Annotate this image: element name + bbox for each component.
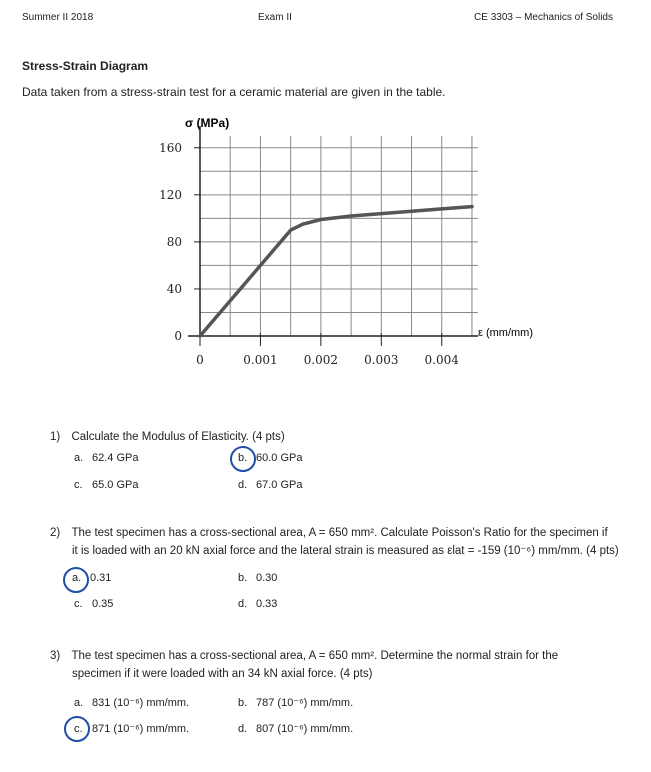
q3-option-d[interactable] [238, 722, 353, 735]
section-title: Stress-Strain Diagram [22, 59, 149, 73]
y-tick-label: 80 [166, 234, 182, 249]
q1-option-c-letter: c. [74, 479, 83, 491]
x-tick-label: 0.003 [364, 353, 399, 367]
question-2-line1: The test specimen has a cross-sectional area, A = 650 mm². Calculate Poisson's Ratio for the specimen if [71, 527, 608, 539]
q2-option-d-letter: d. [238, 598, 248, 610]
x-tick-label: 0.004 [424, 353, 459, 367]
header-course-term: Summer II 2018 [22, 12, 94, 23]
q2-option-d[interactable] [238, 598, 277, 610]
y-tick-label: 160 [159, 140, 182, 155]
q2-option-b-text: 0.30 [256, 572, 278, 584]
y-tick-label: 40 [166, 281, 182, 296]
q2-selected-circle [63, 567, 89, 593]
x-tick-label: 0 [196, 353, 204, 367]
q2-option-d-text: 0.33 [256, 598, 278, 610]
q3-option-b-letter: b. [238, 697, 248, 709]
x-axis-label: ε (mm/mm) [478, 327, 533, 339]
x-tick-label: 0.001 [243, 353, 278, 367]
q3-selected-circle [64, 716, 90, 742]
q3-option-a-text: 831 (10⁻⁶) mm/mm. [92, 697, 190, 709]
question-3-line1: The test specimen has a cross-sectional area, A = 650 mm². Determine the normal strain for the [71, 650, 559, 662]
q1-option-a[interactable] [74, 452, 138, 464]
q3-option-d-letter: d. [238, 723, 248, 735]
question-1-number: 1) [50, 431, 61, 443]
y-axis-label: σ (MPa) [185, 116, 230, 130]
intro-text: Data taken from a stress-strain test for a ceramic material are given in the table. [22, 85, 446, 99]
stress-strain-chart [0, 100, 651, 380]
y-tick-label: 120 [159, 187, 182, 202]
q1-option-b-letter: b. [238, 452, 248, 464]
q3-option-b[interactable] [238, 696, 353, 709]
q3-option-a-letter: a. [74, 697, 84, 709]
question-1 [50, 429, 285, 446]
q2-option-b-letter: b. [238, 572, 248, 584]
q1-option-d[interactable] [238, 479, 302, 491]
q3-option-c-text: 871 (10⁻⁶) mm/mm. [92, 723, 190, 735]
q2-option-c[interactable] [74, 598, 113, 610]
question-2-number: 2) [50, 527, 61, 539]
question-2-line2: it is loaded with an 20 kN axial force and the lateral strain is measured as εlat = -159 (10⁻⁶) mm/mm. (4 pts) [72, 545, 619, 557]
q1-option-b-text: 60.0 GPa [256, 452, 303, 464]
question-2 [50, 525, 608, 542]
q1-option-c-text: 65.0 GPa [92, 479, 139, 491]
q1-option-a-letter: a. [74, 452, 84, 464]
q1-option-d-text: 67.0 GPa [256, 479, 303, 491]
q3-option-a[interactable] [74, 696, 189, 709]
q2-option-a-letter: a. [72, 572, 82, 584]
q1-option-c[interactable] [74, 479, 138, 491]
header-exam: Exam II [258, 12, 292, 23]
chart-axes [188, 126, 478, 336]
q1-selected-circle [230, 446, 256, 472]
question-3-number: 3) [50, 650, 61, 662]
q3-option-c[interactable] [74, 722, 189, 735]
q2-option-c-text: 0.35 [92, 598, 114, 610]
y-tick-label: 0 [174, 329, 182, 343]
chart-curve [200, 207, 472, 336]
q2-option-a-text: 0.31 [90, 572, 112, 584]
x-tick-label: 0.002 [303, 353, 339, 367]
q3-option-b-text: 787 (10⁻⁶) mm/mm. [256, 697, 354, 709]
stress-strain-curve [200, 207, 472, 336]
header-course: CE 3303 – Mechanics of Solids [474, 12, 613, 23]
q2-option-c-letter: c. [74, 598, 83, 610]
question-3 [50, 648, 558, 665]
q2-option-b[interactable] [238, 572, 277, 584]
chart-grid [200, 136, 478, 336]
q3-option-c-letter: c. [74, 723, 83, 735]
q1-option-d-letter: d. [238, 479, 248, 491]
question-3-line2: specimen if it were loaded with an 34 kN axial force. (4 pts) [72, 668, 373, 680]
q3-option-d-text: 807 (10⁻⁶) mm/mm. [256, 723, 354, 735]
question-1-text: Calculate the Modulus of Elasticity. (4 pts) [71, 431, 285, 443]
q1-option-a-text: 62.4 GPa [92, 452, 139, 464]
